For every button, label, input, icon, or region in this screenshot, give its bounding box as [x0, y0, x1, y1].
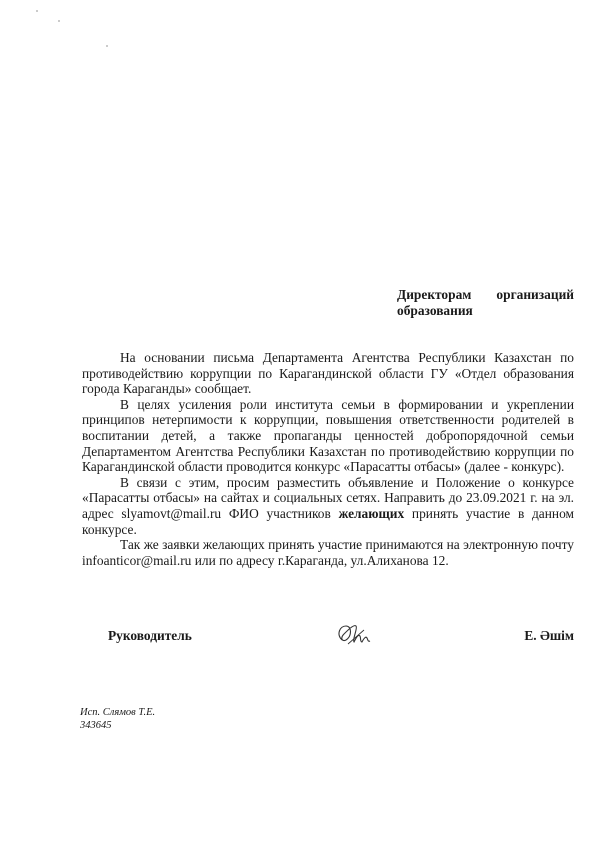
paragraph-2: В целях усиления роли института семьи в формировании и укреплении принципов нетерпимости к коррупции, повышения ответственности родителей в воспитании детей, а также пропаганды ценностей добропорядочной семьи Департаментом Агентства Республики Казахстан по противодействию коррупции по Карагандинской области проводится конкурс «Парасатты отбасы» (далее - конкурс).	[82, 396, 574, 475]
paragraph-3-part-1: В связи с этим, просим разместить объявление и Положение о конкурсе «Парасатты отбасы» на сайтах и социальных сетях. Направить до 23.09.2021 г. на эл. адрес slyamovt@mail.ru ФИО участников	[82, 474, 574, 521]
executor-phone: 343645	[80, 720, 112, 731]
paragraph-4: Так же заявки желающих принять участие принимаются на электронную почту infoanticor@mail.ru или по адресу г.Караганда, ул.Алиханова 12.	[82, 537, 574, 568]
executor-block	[80, 706, 155, 732]
signature-row	[108, 626, 574, 646]
addressee-line-2: образования	[397, 303, 473, 318]
signatory-title: Руководитель	[108, 628, 192, 643]
paragraph-3-bold: желающих	[338, 505, 405, 521]
addressee-word-2: организаций	[496, 287, 574, 302]
handwritten-signature-icon	[334, 620, 374, 648]
paragraph-1: На основании письма Департамента Агентства Республики Казахстан по противодействию коррупции по Карагандинской области ГУ «Отдел образования города Караганды» сообщает.	[82, 350, 574, 397]
letter-body	[82, 350, 574, 568]
paragraph-3	[82, 475, 574, 537]
executor-name: Исп. Слямов Т.Е.	[80, 707, 156, 718]
addressee-block	[397, 287, 574, 319]
signatory-name: Е. Әшім	[524, 628, 574, 643]
addressee-word-1: Директорам	[397, 287, 472, 302]
paragraph-3-part-2: принять участие в данном конкурсе.	[82, 505, 575, 537]
